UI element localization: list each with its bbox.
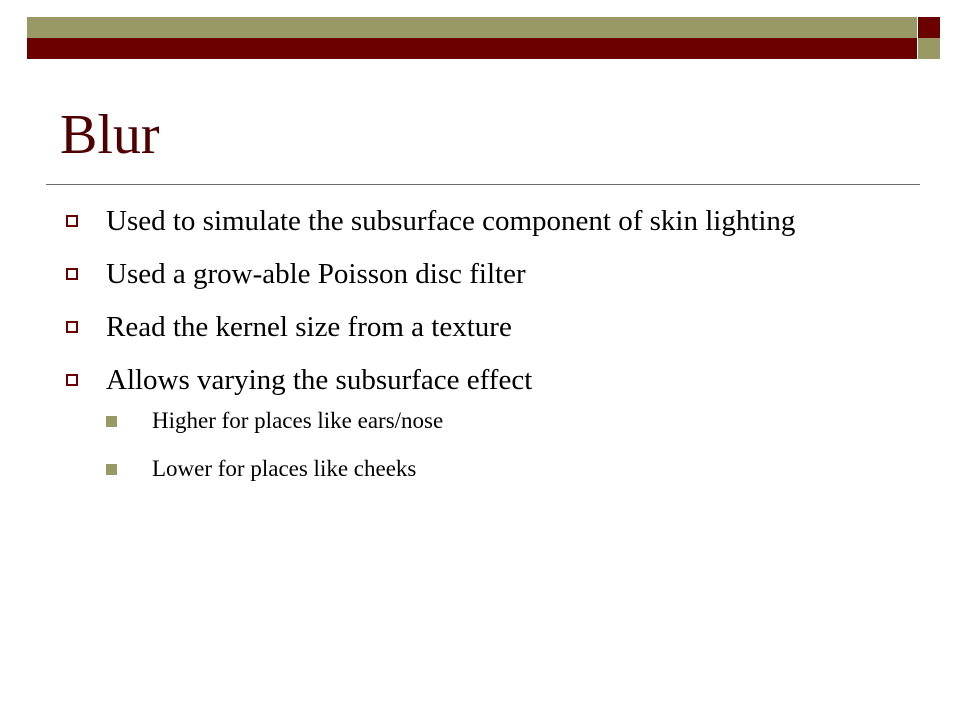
sub-bullet-text: Higher for places like ears/nose <box>152 408 444 433</box>
bullet-item <box>60 307 900 347</box>
bullet-text: Used a grow-able Poisson disc filter <box>106 258 526 290</box>
filled-square-bullet-icon <box>106 416 117 427</box>
slide-title: Blur <box>60 104 160 166</box>
header-band-olive <box>27 17 917 38</box>
header-band-maroon <box>27 38 917 59</box>
title-divider <box>46 184 920 185</box>
bullet-item <box>60 201 900 241</box>
bullet-text: Read the kernel size from a texture <box>106 311 512 343</box>
sub-bullet-item <box>106 406 900 436</box>
corner-block-olive <box>918 38 940 59</box>
sub-bullet-item <box>106 454 900 484</box>
sub-bullet-text: Lower for places like cheeks <box>152 456 417 481</box>
bullet-list <box>60 201 900 502</box>
hollow-square-bullet-icon <box>66 321 78 333</box>
hollow-square-bullet-icon <box>66 374 78 386</box>
filled-square-bullet-icon <box>106 464 117 475</box>
bullet-text: Used to simulate the subsurface component of skin lighting <box>106 205 796 237</box>
hollow-square-bullet-icon <box>66 215 78 227</box>
corner-block-maroon <box>918 17 940 38</box>
sub-bullet-list <box>106 406 900 484</box>
bullet-item <box>60 254 900 294</box>
bullet-text: Allows varying the subsurface effect <box>106 364 533 396</box>
bullet-item <box>60 360 900 484</box>
hollow-square-bullet-icon <box>66 268 78 280</box>
